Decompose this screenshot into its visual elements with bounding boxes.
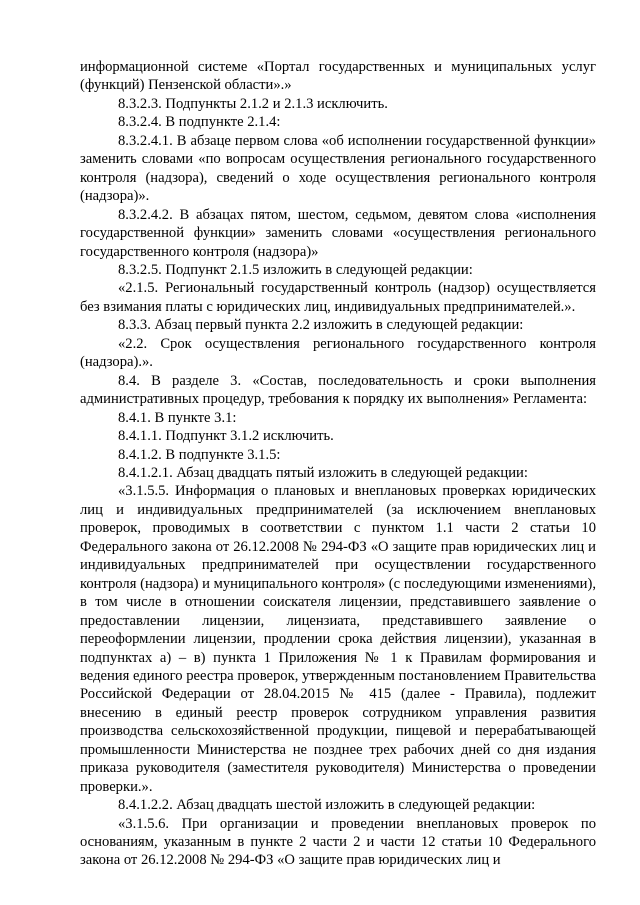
paragraph: 8.3.2.5. Подпункт 2.1.5 изложить в следующей редакции:	[118, 261, 473, 278]
document-body	[80, 58, 596, 870]
paragraph: 8.4.1.2.1. Абзац двадцать пятый изложить в следующей редакции:	[118, 464, 528, 481]
paragraph: 8.3.3. Абзац первый пункта 2.2 изложить в следующей редакции:	[118, 317, 524, 334]
paragraph: 8.4. В разделе 3. «Состав, последовательность и сроки выполнения административных процедур, требования к порядку их выполнения» Регламента:	[80, 372, 596, 408]
paragraph: информационной системе «Портал государственных и муниципальных услуг (функций) Пензенской области».»	[80, 59, 596, 94]
paragraph: 8.3.2.4.2. В абзацах пятом, шестом, седьмом, девятом слова «исполнения государственной функции» заменить словами «осуществления регионального государственного контроля (надзора)»	[80, 206, 596, 260]
paragraph: «2.1.5. Региональный государственный контроль (надзор) осуществляется без взимания платы с юридических лиц, индивидуальных предпринимателей.».	[80, 280, 596, 315]
paragraph: 8.3.2.4.1. В абзаце первом слова «об исполнении государственной функции» заменить словами «по вопросам осуществления регионального государственного контроля (надзора), сведений о ходе осуществления регионального контроля (надзора)».	[80, 132, 596, 205]
paragraph: «3.1.5.6. При организации и проведении внеплановых проверок по основаниям, указанным в пункте 2 части 2 и части 12 статьи 10 Федерального закона от 26.12.2008 № 294-ФЗ «О защите прав юридических лиц и	[80, 815, 596, 869]
paragraph: «3.1.5.5. Информация о плановых и внеплановых проверках юридических лиц и индивидуальных предпринимателей (за исключением внеплановых проверок, проводимых в соответствии с пунктом 1.1 части 2 статьи 10 Федерального закона от 26.12.2008 № 294-ФЗ «О защите прав юридических лиц и индивидуальных предпринимателей при осуществлении государственного контроля (надзора) и муниципального контроля» (с последующими изменениями), в том числе в отношении соискателя лицензии, представившего заявление о предоставлении лицензии, лицензиата, представившего заявление о переоформлении лицензии, продлении срока действия лицензии), указанная в подпунктах а) – в) пункта 1 Приложения № 1 к Правилам формирования и ведения единого реестра проверок, утвержденным постановлением Правительства Российской Федерации от 28.04.2015 № 415 (далее - Правила), подлежит внесению в единый реестр проверок сотрудником управления развития производства сельскохозяйственной продукции, пищевой и перерабатывающей промышленности Министерства не позднее трех рабочих дней со дня издания приказа руководителя (заместителя руководителя) Министерства о проведении проверки.».	[80, 483, 596, 795]
paragraph: «2.2. Срок осуществления регионального государственного контроля (надзора).».	[80, 335, 596, 371]
paragraph: 8.4.1. В пункте 3.1:	[118, 409, 237, 426]
paragraph: 8.3.2.3. Подпункты 2.1.2 и 2.1.3 исключить.	[118, 95, 388, 112]
paragraph: 8.3.2.4. В подпункте 2.1.4:	[118, 114, 281, 131]
paragraph: 8.4.1.2. В подпункте 3.1.5:	[118, 446, 281, 463]
paragraph: 8.4.1.1. Подпункт 3.1.2 исключить.	[118, 428, 334, 445]
paragraph: 8.4.1.2.2. Абзац двадцать шестой изложить в следующей редакции:	[118, 797, 536, 814]
